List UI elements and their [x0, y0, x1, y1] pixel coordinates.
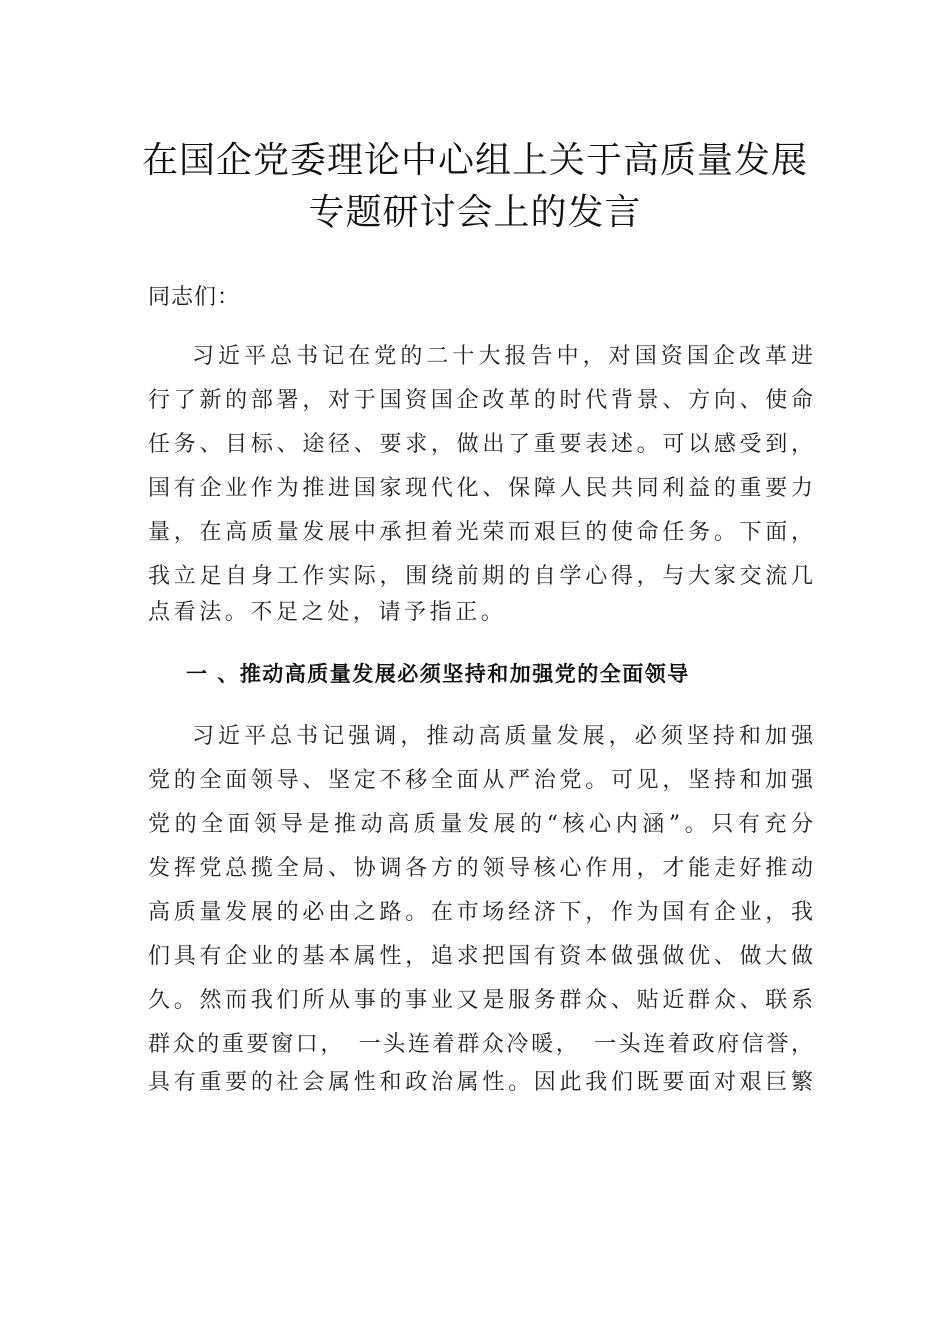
paragraph-2-line: 党的全面领导、坚定不移全面从严治党。可见，坚持和加强 — [148, 768, 813, 793]
paragraph-1-line: 我立足自身工作实际，围绕前期的自学心得，与大家交流几 — [148, 564, 813, 589]
paragraph-2-line: 发挥党总揽全局、协调各方的领导核心作用，才能走好推动 — [148, 856, 813, 881]
document-title-line-1: 在国企党委理论中心组上关于高质量发展 — [141, 140, 808, 181]
paragraph-1-line: 量，在高质量发展中承担着光荣而艰巨的使命任务。下面， — [148, 520, 813, 545]
paragraph-2-line: 高质量发展的必由之路。在市场经济下，作为国有企业，我 — [148, 900, 813, 925]
paragraph-2-line: 群众的重要窗口， 一头连着群众冷暖， 一头连着政府信誉， — [148, 1032, 813, 1057]
paragraph-2-line: 们具有企业的基本属性，追求把国有资本做强做优、做大做 — [148, 944, 813, 969]
paragraph-1-line: 点看法。不足之处，请予指正。 — [148, 600, 507, 625]
paragraph-2-line: 具有重要的社会属性和政治属性。因此我们既要面对艰巨繁 — [148, 1070, 813, 1095]
paragraph-2-line: 习近平总书记强调，推动高质量发展，必须坚持和加强 — [192, 724, 813, 749]
paragraph-2-line: 党的全面领导是推动高质量发展的“核心内涵”。只有充分 — [148, 812, 813, 837]
section-heading: 一 、推动高质量发展必须坚持和加强党的全面领导 — [186, 662, 690, 686]
paragraph-1-line: 行了新的部署，对于国资国企改革的时代背景、方向、使命 — [148, 388, 813, 413]
paragraph-1-line: 任务、目标、途径、要求，做出了重要表述。可以感受到， — [148, 432, 813, 457]
document-title-line-2: 专题研讨会上的发言 — [308, 192, 642, 233]
salutation: 同志们： — [148, 285, 241, 310]
paragraph-2-line: 久。然而我们所从事的事业又是服务群众、贴近群众、联系 — [148, 988, 813, 1013]
paragraph-1-line: 国有企业作为推进国家现代化、保障人民共同利益的重要力 — [148, 476, 813, 501]
paragraph-1-line: 习近平总书记在党的二十大报告中，对国资国企改革进 — [192, 344, 813, 369]
